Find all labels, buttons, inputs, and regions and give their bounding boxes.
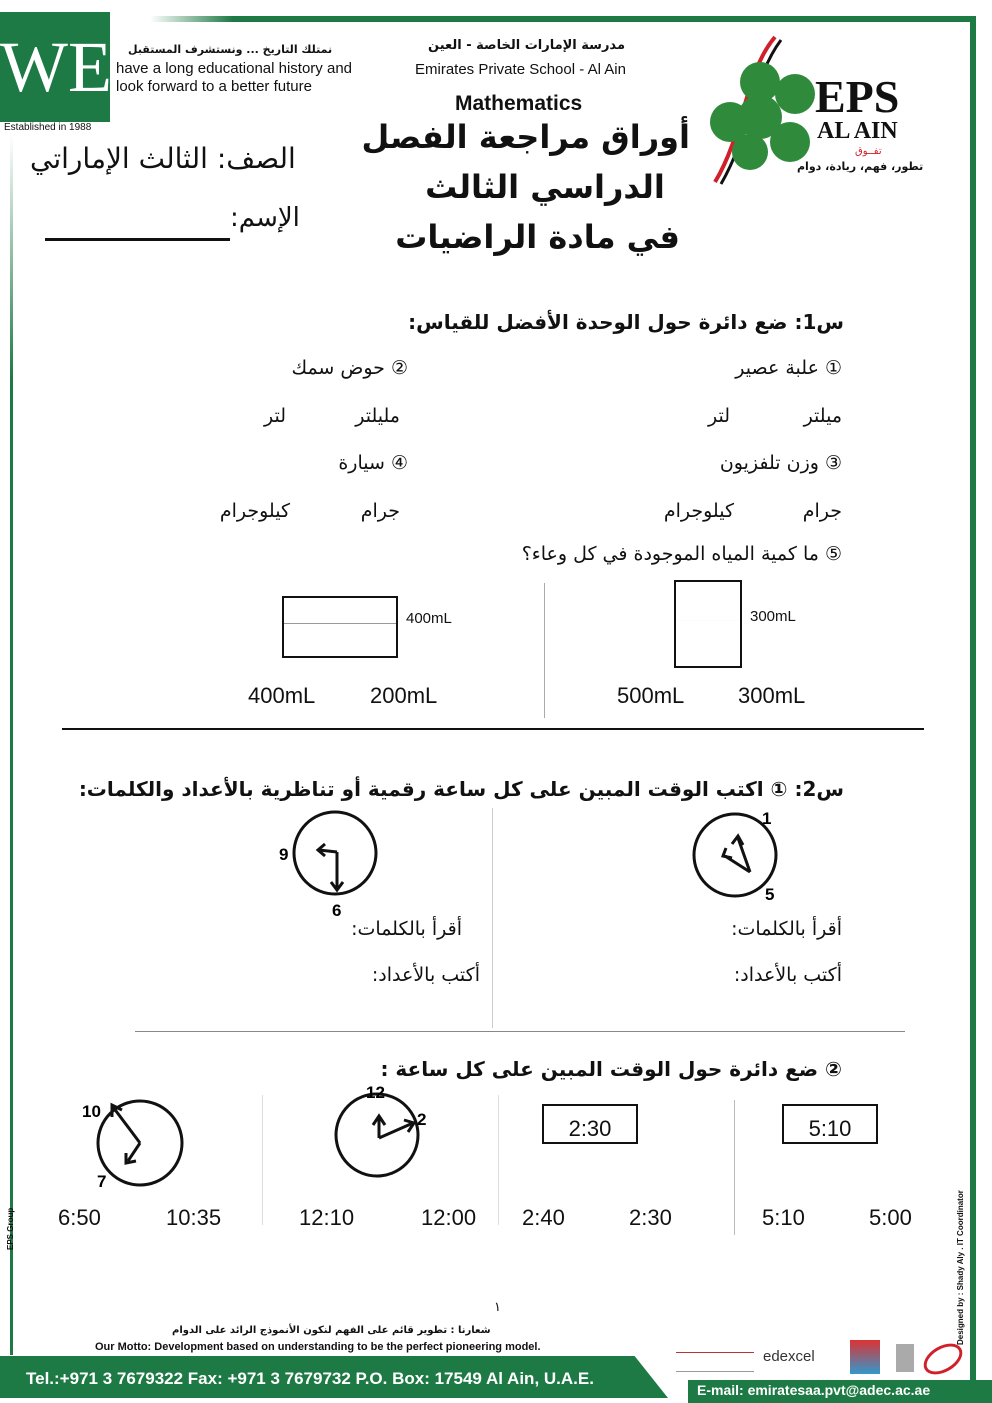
q1-option[interactable]: جرام <box>802 500 842 522</box>
cambridge-logo <box>676 1352 754 1372</box>
frame-top <box>150 16 976 22</box>
q1-option[interactable]: كيلوجرام <box>219 500 290 522</box>
name-label: الإسم: <box>230 203 300 233</box>
school-en: Emirates Private School - Al Ain <box>415 61 626 78</box>
q1-option[interactable]: 300mL <box>738 683 806 708</box>
container-300 <box>674 580 742 668</box>
section-divider <box>62 728 924 730</box>
subject: Mathematics <box>455 92 583 115</box>
q1-option[interactable]: 400mL <box>248 683 316 708</box>
school-ar: مدرسة الإمارات الخاصة - العين <box>428 38 625 53</box>
svg-text:6: 6 <box>332 901 342 920</box>
slogan-en-2: look forward to a better future <box>116 78 312 95</box>
page-number: ١ <box>494 1300 501 1315</box>
q1-option[interactable]: 500mL <box>617 683 685 708</box>
svg-text:12: 12 <box>366 1083 385 1102</box>
analog-clock <box>680 800 800 910</box>
grade: الصف: الثالث الإماراتي <box>30 142 296 175</box>
divider <box>544 583 545 718</box>
svg-text:5: 5 <box>765 885 775 904</box>
time-option[interactable]: 5:00 <box>869 1205 912 1230</box>
divider <box>498 1095 499 1225</box>
write-numbers-label: أكتب بالأعداد: <box>371 964 480 986</box>
side-text-left: EPS Group <box>6 1207 15 1250</box>
title-3: في مادة الراضيات <box>395 218 680 256</box>
time-option[interactable]: 6:50 <box>58 1205 101 1230</box>
analog-clock <box>80 1095 190 1195</box>
time-option[interactable]: 2:40 <box>522 1205 565 1230</box>
read-words-label: أقرأ بالكلمات: <box>351 918 462 940</box>
title-1: أوراق مراجعة الفصل <box>361 118 690 156</box>
slogan-ar: نمتلك التاريخ ... ونستشرف المستقبل <box>128 43 333 56</box>
time-option[interactable]: 10:35 <box>166 1205 222 1230</box>
svg-text:7: 7 <box>97 1172 107 1191</box>
q2-part2-title: ② ضع دائرة حول الوقت المبين على كل ساعة : <box>380 1057 842 1081</box>
established: Established in 1988 <box>4 122 92 133</box>
container-400 <box>282 596 398 658</box>
section-divider <box>135 1031 905 1032</box>
q1-option[interactable]: مليلتر <box>355 405 400 427</box>
accreditation-logo <box>896 1344 914 1372</box>
q1-option[interactable]: لتر <box>707 405 730 427</box>
frame-right <box>970 16 976 1386</box>
we-logo: WE <box>0 12 110 122</box>
analog-clock <box>275 800 395 920</box>
divider <box>262 1095 263 1225</box>
time-option[interactable]: 12:00 <box>421 1205 477 1230</box>
time-option[interactable]: 12:10 <box>299 1205 355 1230</box>
divider <box>492 808 493 1028</box>
analog-clock <box>320 1078 440 1188</box>
time-option[interactable]: 2:30 <box>629 1205 672 1230</box>
svg-text:9: 9 <box>279 845 289 864</box>
edexcel-logo: edexcel <box>763 1348 815 1365</box>
q1-option[interactable]: لتر <box>263 405 286 427</box>
motto-en: Our Motto: Development based on understanding to be the perfect pioneering model. <box>95 1341 541 1353</box>
read-words-label: أقرأ بالكلمات: <box>731 918 842 940</box>
motto-ar: شعارنا : تطوير قائم على الفهم لنكون الأنموذج الرائد على الدوام <box>172 1325 491 1336</box>
slogan-en-1: have a long educational history and <box>116 60 353 77</box>
divider <box>734 1100 735 1235</box>
q1-option[interactable]: كيلوجرام <box>663 500 734 522</box>
write-numbers-label: أكتب بالأعداد: <box>733 964 842 986</box>
contact-info: Tel.:+971 3 7679322 Fax: +971 3 7679732 P.O. Box: 17549 Al Ain, U.A.E. <box>26 1369 594 1388</box>
frame-left <box>10 135 13 1355</box>
q1-item-4: ④ سيارة <box>338 452 408 474</box>
q1-option[interactable]: ميلتر <box>803 405 842 427</box>
time-option[interactable]: 5:10 <box>762 1205 805 1230</box>
q1-title: س1: ضع دائرة حول الوحدة الأفضل للقياس: <box>408 310 844 334</box>
svg-text:10: 10 <box>82 1102 101 1121</box>
q1-item-1: ① علبة عصير <box>735 357 842 379</box>
digital-clock: 2:30 <box>542 1104 638 1144</box>
q2-title: س2: ① اكتب الوقت المبين على كل ساعة رقمية أو تناظرية بالأعداد والكلمات: <box>78 777 844 801</box>
adec-logo <box>850 1340 880 1374</box>
eps-logo: EPS AL AIN تفــوق تطور، فهم، ريادة، دوام <box>705 32 920 192</box>
digital-clock: 5:10 <box>782 1104 878 1144</box>
q1-option[interactable]: 200mL <box>370 683 438 708</box>
q1-item-3: ③ وزن تلفزيون <box>719 452 842 474</box>
svg-text:1: 1 <box>762 809 772 828</box>
name-field[interactable] <box>45 238 230 241</box>
q1-option[interactable]: جرام <box>360 500 400 522</box>
q1-item-2: ② حوض سمك <box>291 357 408 379</box>
email[interactable]: E-mail: emiratesaa.pvt@adec.ac.ae <box>697 1382 931 1398</box>
title-2: الدراسي الثالث <box>425 168 665 206</box>
svg-text:2: 2 <box>417 1110 427 1129</box>
q1-item-5: ⑤ ما كمية المياه الموجودة في كل وعاء؟ <box>521 543 842 565</box>
side-text-right: Designed by : Shady Aly . IT Coordinator <box>956 1190 965 1345</box>
